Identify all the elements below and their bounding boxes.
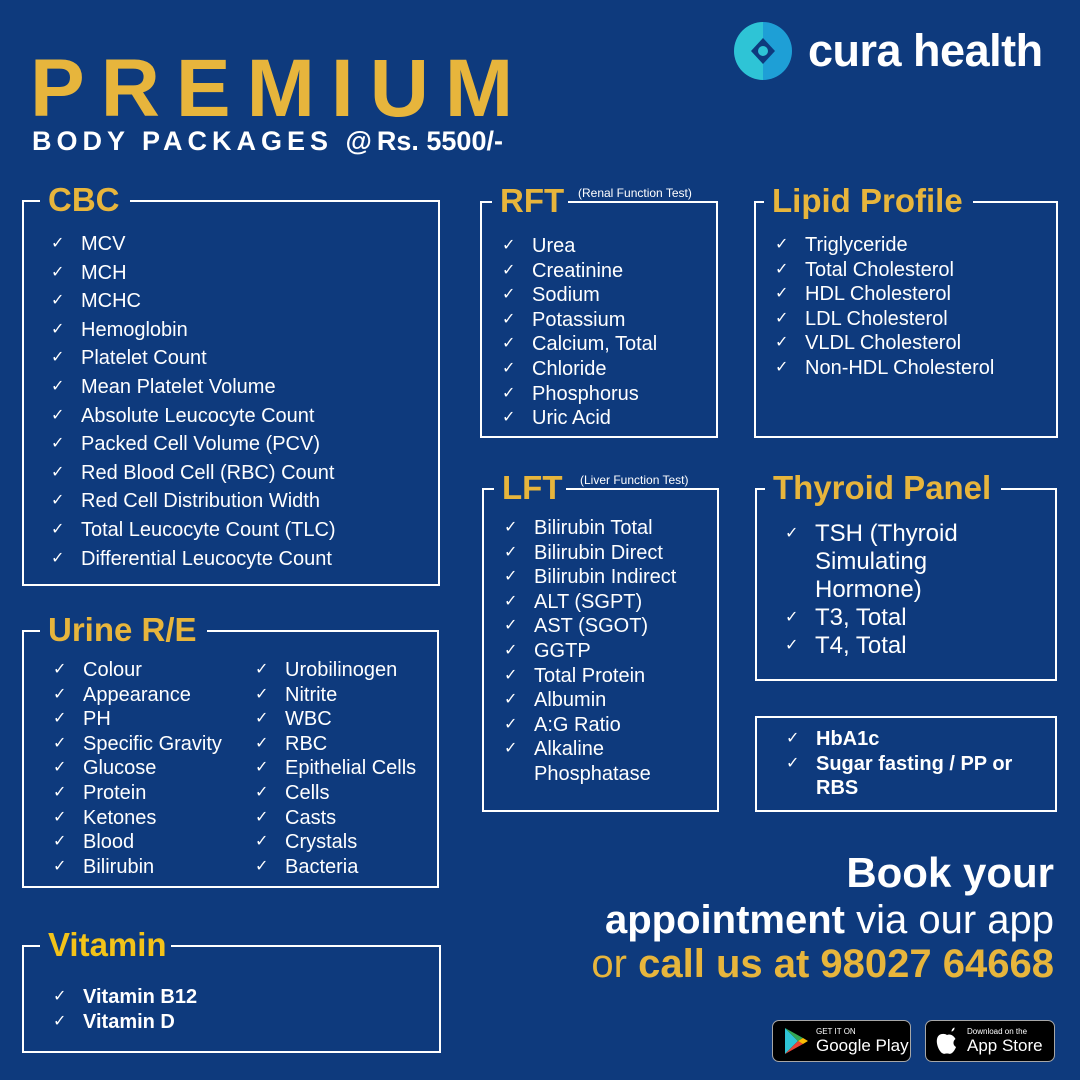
subtitle-text: BODY PACKAGES @ [32,126,377,156]
list-item: ✓ Vitamin D [53,1010,197,1035]
list-item: ✓ Hemoglobin [51,316,336,345]
lft-title: LFT [494,468,566,508]
list-item: ✓ Protein [53,781,222,806]
thyroid-title: Thyroid Panel [765,468,1001,508]
app-store-small: Download on the [967,1027,1028,1036]
cta-line-3 [591,944,1054,984]
list-item: ✓ Crystals [255,830,416,855]
list-item: ✓ GGTP [504,639,704,664]
vitamin-title: Vitamin [40,925,171,965]
list-item: ✓ T3, Total [785,604,995,632]
thyroid-list [785,520,995,660]
list-item: ✓ Casts [255,806,416,831]
cbc-list [51,230,336,573]
list-item: ✓ Bilirubin [53,855,222,880]
list-item: ✓ LDL Cholesterol [775,307,994,332]
list-item: ✓ Alkaline Phosphatase [504,737,674,786]
list-item: ✓ Sodium [502,283,657,308]
list-item: ✓ ALT (SGPT) [504,590,704,615]
package-price: Rs. 5500/- [376,126,503,156]
lipid-list [775,233,994,381]
list-item: ✓ Mean Platelet Volume [51,373,336,402]
app-store-text [967,1027,1043,1055]
list-item: ✓ Triglyceride [775,233,994,258]
brand-name: cura health [808,25,1043,76]
list-item: ✓ Total Protein [504,664,704,689]
google-play-text [816,1027,909,1055]
sugar-list [786,727,1026,801]
list-item: ✓ Bacteria [255,855,416,880]
list-item: ✓ MCH [51,259,336,288]
list-item: ✓ HbA1c [786,727,1026,752]
lft-note: (Liver Function Test) [580,473,689,487]
list-item: ✓ Red Blood Cell (RBC) Count [51,459,336,488]
list-item: ✓ Cells [255,781,416,806]
list-item: ✓ Creatinine [502,259,657,284]
list-item: ✓ Absolute Leucocyte Count [51,402,336,431]
list-item: ✓ Red Cell Distribution Width [51,487,336,516]
cta-via-app: via our app [844,898,1054,942]
list-item: ✓ Phosphorus [502,382,657,407]
list-item: ✓ T4, Total [785,632,995,660]
rft-panel [480,182,718,438]
list-item: ✓ Sugar fasting / PP or RBS [786,752,1026,801]
page-subtitle [32,126,503,157]
cta-line-2 [605,900,1054,940]
list-item: ✓ Blood [53,830,222,855]
google-play-button[interactable] [772,1020,911,1062]
vitamin-panel [22,926,441,1053]
list-item: ✓ Albumin [504,688,704,713]
cbc-title: CBC [40,180,130,220]
list-item: ✓ Colour [53,658,222,683]
list-item: ✓ Packed Cell Volume (PCV) [51,430,336,459]
rft-note: (Renal Function Test) [578,186,692,200]
list-item: ✓ MCHC [51,287,336,316]
sugar-panel [755,716,1057,812]
list-item: ✓ PH [53,707,222,732]
list-item: ✓ RBC [255,732,416,757]
list-item: ✓ Total Cholesterol [775,258,994,283]
list-item: ✓ Uric Acid [502,406,657,431]
list-item: ✓ Bilirubin Indirect [504,565,704,590]
vitamin-list [53,985,197,1034]
list-item: ✓ Urobilinogen [255,658,416,683]
list-item: ✓ VLDL Cholesterol [775,331,994,356]
list-item: ✓ Appearance [53,683,222,708]
list-item: ✓ Platelet Count [51,344,336,373]
lft-panel [482,469,719,812]
list-item: ✓ Glucose [53,756,222,781]
cta-line-1: Book your [846,849,1054,896]
lft-list [504,516,704,787]
list-item: ✓ Calcium, Total [502,332,657,357]
list-item: ✓ WBC [255,707,416,732]
urine-panel [22,611,439,888]
list-item: ✓ Chloride [502,357,657,382]
list-item: ✓ Potassium [502,308,657,333]
cura-logo-icon [730,18,796,84]
list-item: ✓ Urea [502,234,657,259]
list-item: ✓ Nitrite [255,683,416,708]
cbc-panel [22,181,440,586]
urine-list-left [53,658,222,879]
list-item: ✓ Total Leucocyte Count (TLC) [51,516,336,545]
urine-list-right [255,658,416,879]
lipid-panel [754,182,1058,438]
list-item: ✓ Vitamin B12 [53,985,197,1010]
list-item: ✓ MCV [51,230,336,259]
list-item: ✓ Specific Gravity [53,732,222,757]
list-item: ✓ HDL Cholesterol [775,282,994,307]
list-item: ✓ TSH (Thyroid Simulating Hormone) [785,520,995,604]
rft-title: RFT [492,181,568,221]
app-store-button[interactable] [925,1020,1055,1062]
list-item: ✓ Non-HDL Cholesterol [775,356,994,381]
list-item: ✓ A:G Ratio [504,713,704,738]
list-item: ✓ Epithelial Cells [255,756,416,781]
apple-icon [935,1027,959,1055]
list-item: ✓ Bilirubin Direct [504,541,704,566]
google-play-large: Google Play [816,1036,909,1055]
brand-logo [730,18,1065,84]
cta-or: or [591,942,639,986]
page-title: PREMIUM [30,43,530,134]
cta-appointment: appointment [604,898,845,942]
rft-list [502,234,657,431]
google-play-small: GET IT ON [816,1027,856,1036]
list-item: ✓ Bilirubin Total [504,516,704,541]
list-item: ✓ Differential Leucocyte Count [51,545,336,574]
lipid-title: Lipid Profile [764,181,973,221]
list-item: ✓ Ketones [53,806,222,831]
cta-phone: call us at 98027 64668 [638,942,1054,986]
app-store-large: App Store [967,1036,1043,1055]
urine-title: Urine R/E [40,610,207,650]
google-play-icon [783,1027,809,1055]
thyroid-panel [755,469,1057,681]
list-item: ✓ AST (SGOT) [504,614,704,639]
